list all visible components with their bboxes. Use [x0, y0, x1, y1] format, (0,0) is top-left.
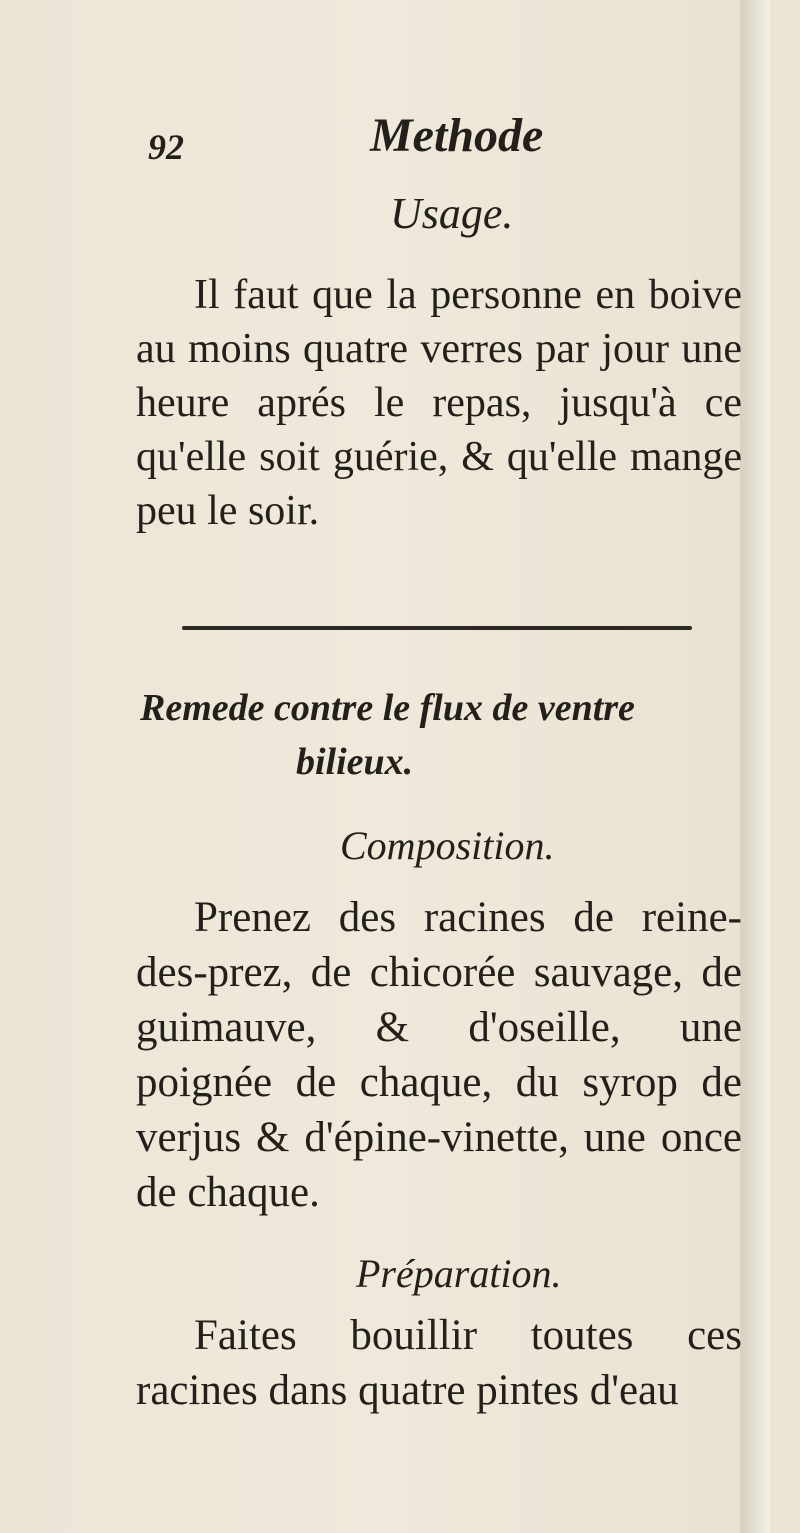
running-head: Methode — [370, 109, 544, 162]
preparation-heading: Préparation. — [356, 1251, 562, 1296]
remedy-title-line1: Remede contre le flux de ventre — [140, 687, 635, 729]
page-number: 92 — [148, 127, 184, 167]
usage-heading: Usage. — [390, 189, 514, 238]
remedy-title-line2: bilieux. — [296, 741, 414, 783]
composition-paragraph: Prenez des racines de reine-des-prez, de chicorée sauvage, de guimauve, & d'oseille, une poignée de chaque, du syrop de verjus & d'épine-vinette, une once de chaque. — [136, 894, 742, 1216]
section-divider — [182, 626, 692, 630]
usage-paragraph: Il faut que la personne en boive au moins quatre verres par jour une heure aprés le repas, jusqu'à ce qu'elle soit guérie, & qu'elle mange peu le soir. — [136, 272, 742, 534]
preparation-paragraph: Faites bouillir toutes ces racines dans quatre pintes d'eau — [136, 1312, 742, 1414]
composition-heading: Composition. — [340, 823, 555, 868]
page-header — [148, 108, 748, 168]
page-edge — [740, 0, 770, 1533]
